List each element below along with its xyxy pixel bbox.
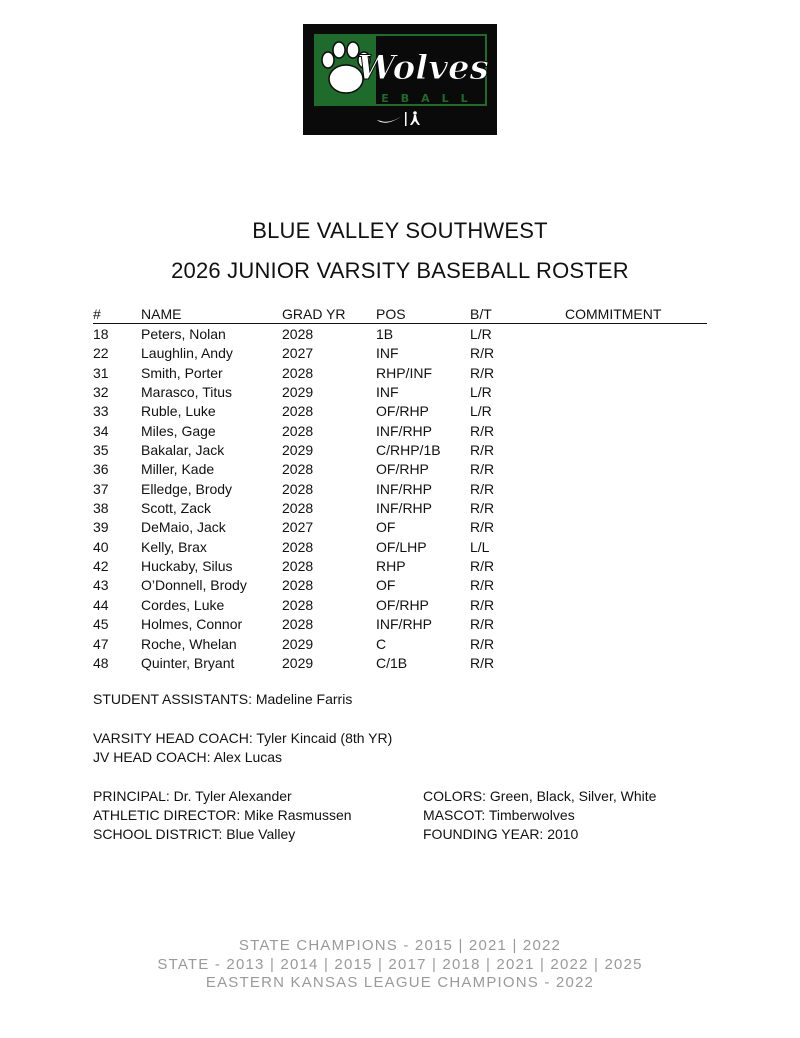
roster-row bbox=[93, 557, 707, 576]
roster-row bbox=[93, 615, 707, 634]
player-number: 34 bbox=[93, 422, 109, 439]
roster-row bbox=[93, 499, 707, 518]
player-grad-year: 2028 bbox=[282, 422, 314, 439]
player-number: 42 bbox=[93, 558, 109, 575]
player-name: Peters, Nolan bbox=[141, 326, 226, 342]
player-number: 48 bbox=[93, 654, 109, 671]
player-name: Elledge, Brody bbox=[141, 480, 233, 497]
player-bats-throws: R/R bbox=[470, 461, 495, 478]
player-grad-year: 2028 bbox=[282, 558, 314, 575]
player-number: 18 bbox=[93, 326, 109, 342]
player-grad-year: 2028 bbox=[282, 577, 314, 594]
player-bats-throws: L/R bbox=[470, 326, 492, 342]
player-bats-throws: R/R bbox=[470, 654, 495, 671]
player-number: 40 bbox=[93, 538, 109, 555]
roster-row bbox=[93, 383, 707, 402]
player-grad-year: 2028 bbox=[282, 461, 314, 478]
header-name: NAME bbox=[141, 306, 182, 322]
player-name: O’Donnell, Brody bbox=[141, 577, 247, 594]
player-bats-throws: L/L bbox=[470, 538, 490, 555]
player-name: Roche, Whelan bbox=[141, 635, 237, 652]
athletic-director: ATHLETIC DIRECTOR: Mike Rasmussen bbox=[93, 807, 352, 823]
jv-head-coach: JV HEAD COACH: Alex Lucas bbox=[93, 749, 283, 765]
player-grad-year: 2029 bbox=[282, 442, 314, 459]
player-number: 43 bbox=[93, 577, 109, 594]
player-bats-throws: L/R bbox=[470, 403, 492, 420]
player-position: OF/RHP bbox=[376, 461, 429, 478]
student-assistants: STUDENT ASSISTANTS: Madeline Farris bbox=[93, 691, 353, 707]
player-bats-throws: R/R bbox=[470, 558, 495, 575]
roster-row bbox=[93, 480, 707, 499]
honors-state-appearances: STATE - 2013 | 2014 | 2015 | 2017 | 2018 | 2021 | 2022 | 2025 bbox=[157, 955, 643, 973]
player-grad-year: 2028 bbox=[282, 500, 314, 517]
honors-league-champions: EASTERN KANSAS LEAGUE CHAMPIONS - 2022 bbox=[205, 974, 595, 991]
roster-row bbox=[93, 325, 707, 344]
logo-wordmark: Wolves bbox=[357, 48, 489, 88]
roster-row bbox=[93, 402, 707, 421]
roster-row bbox=[93, 422, 707, 441]
wolves-logo-graphic bbox=[303, 24, 497, 135]
honors-state-champions: STATE CHAMPIONS - 2015 | 2021 | 2022 bbox=[238, 937, 562, 954]
player-position: INF/RHP bbox=[376, 480, 432, 497]
player-grad-year: 2028 bbox=[282, 596, 314, 613]
player-bats-throws: R/R bbox=[470, 577, 495, 594]
player-position: C/1B bbox=[376, 654, 408, 671]
school-district: SCHOOL DISTRICT: Blue Valley bbox=[93, 826, 296, 842]
roster-row bbox=[93, 576, 707, 595]
player-bats-throws: R/R bbox=[470, 635, 495, 652]
school-mascot: MASCOT: Timberwolves bbox=[423, 807, 575, 823]
player-bats-throws: R/R bbox=[470, 480, 495, 497]
player-number: 39 bbox=[93, 519, 109, 536]
player-number: 33 bbox=[93, 403, 109, 420]
player-name: DeMaio, Jack bbox=[141, 519, 226, 536]
roster-row bbox=[93, 635, 707, 654]
player-grad-year: 2028 bbox=[282, 480, 314, 497]
player-name: Miles, Gage bbox=[141, 422, 216, 439]
player-bats-throws: R/R bbox=[470, 519, 495, 536]
roster-title: 2026 JUNIOR VARSITY BASEBALL ROSTER bbox=[171, 258, 629, 283]
header-position: POS bbox=[376, 306, 406, 322]
player-grad-year: 2028 bbox=[282, 364, 314, 381]
player-position: 1B bbox=[376, 326, 394, 342]
player-name: Quinter, Bryant bbox=[141, 654, 235, 671]
principal: PRINCIPAL: Dr. Tyler Alexander bbox=[93, 788, 292, 804]
player-number: 47 bbox=[93, 635, 109, 652]
player-bats-throws: R/R bbox=[470, 500, 495, 517]
player-position: OF/RHP bbox=[376, 403, 429, 420]
varsity-head-coach: VARSITY HEAD COACH: Tyler Kincaid (8th YR) bbox=[93, 730, 393, 746]
founding-year: FOUNDING YEAR: 2010 bbox=[423, 826, 579, 842]
player-position: INF bbox=[376, 384, 399, 401]
player-grad-year: 2028 bbox=[282, 616, 314, 633]
player-number: 38 bbox=[93, 500, 109, 517]
player-grad-year: 2028 bbox=[282, 538, 314, 555]
roster-row bbox=[93, 518, 707, 537]
player-name: Scott, Zack bbox=[141, 500, 212, 517]
player-name: Bakalar, Jack bbox=[141, 442, 225, 459]
header-commitment: COMMITMENT bbox=[565, 306, 662, 322]
player-name: Huckaby, Silus bbox=[141, 558, 233, 575]
header-grad-year: GRAD YR bbox=[282, 306, 346, 322]
player-name: Miller, Kade bbox=[141, 461, 215, 478]
player-bats-throws: L/R bbox=[470, 384, 492, 401]
player-position: OF/LHP bbox=[376, 538, 427, 555]
team-logo bbox=[303, 24, 497, 135]
player-name: Ruble, Luke bbox=[141, 403, 216, 420]
player-number: 44 bbox=[93, 596, 109, 613]
player-name: Cordes, Luke bbox=[141, 596, 225, 613]
player-name: Marasco, Titus bbox=[141, 384, 233, 401]
roster-body bbox=[93, 325, 707, 673]
player-bats-throws: R/R bbox=[470, 442, 495, 459]
header-number: # bbox=[93, 306, 101, 322]
school-title: BLUE VALLEY SOUTHWEST bbox=[252, 218, 548, 243]
player-position: INF/RHP bbox=[376, 500, 432, 517]
player-number: 37 bbox=[93, 480, 109, 497]
player-grad-year: 2029 bbox=[282, 635, 314, 652]
player-number: 22 bbox=[93, 345, 109, 362]
player-number: 36 bbox=[93, 461, 109, 478]
player-grad-year: 2029 bbox=[282, 654, 314, 671]
player-position: RHP/INF bbox=[376, 364, 432, 381]
roster-row bbox=[93, 538, 707, 557]
player-grad-year: 2028 bbox=[282, 403, 314, 420]
player-position: OF bbox=[376, 519, 396, 536]
player-bats-throws: R/R bbox=[470, 422, 495, 439]
player-position: INF/RHP bbox=[376, 422, 432, 439]
roster-header-row bbox=[93, 305, 707, 324]
player-position: RHP bbox=[376, 558, 406, 575]
header-bats-throws: B/T bbox=[470, 306, 492, 322]
player-bats-throws: R/R bbox=[470, 345, 495, 362]
school-colors: COLORS: Green, Black, Silver, White bbox=[423, 788, 657, 804]
roster-row bbox=[93, 654, 707, 673]
player-name: Laughlin, Andy bbox=[141, 345, 233, 362]
player-bats-throws: R/R bbox=[470, 596, 495, 613]
player-position: INF/RHP bbox=[376, 616, 432, 633]
logo-subtitle: BASEBALL bbox=[320, 92, 480, 105]
player-bats-throws: R/R bbox=[470, 364, 495, 381]
roster-row bbox=[93, 596, 707, 615]
player-position: OF/RHP bbox=[376, 596, 429, 613]
player-position: OF bbox=[376, 577, 396, 594]
player-number: 31 bbox=[93, 364, 109, 381]
player-number: 32 bbox=[93, 384, 109, 401]
player-grad-year: 2029 bbox=[282, 384, 314, 401]
roster-table bbox=[93, 305, 707, 673]
player-grad-year: 2028 bbox=[282, 326, 314, 342]
player-name: Smith, Porter bbox=[141, 364, 223, 381]
player-position: C/RHP/1B bbox=[376, 442, 441, 459]
player-number: 45 bbox=[93, 616, 109, 633]
roster-row bbox=[93, 364, 707, 383]
player-name: Kelly, Brax bbox=[141, 538, 207, 555]
roster-row bbox=[93, 460, 707, 479]
roster-row bbox=[93, 344, 707, 363]
player-bats-throws: R/R bbox=[470, 616, 495, 633]
roster-row bbox=[93, 441, 707, 460]
player-number: 35 bbox=[93, 442, 109, 459]
player-position: INF bbox=[376, 345, 399, 362]
player-grad-year: 2027 bbox=[282, 345, 314, 362]
player-name: Holmes, Connor bbox=[141, 616, 243, 633]
player-grad-year: 2027 bbox=[282, 519, 314, 536]
player-position: C bbox=[376, 635, 387, 652]
